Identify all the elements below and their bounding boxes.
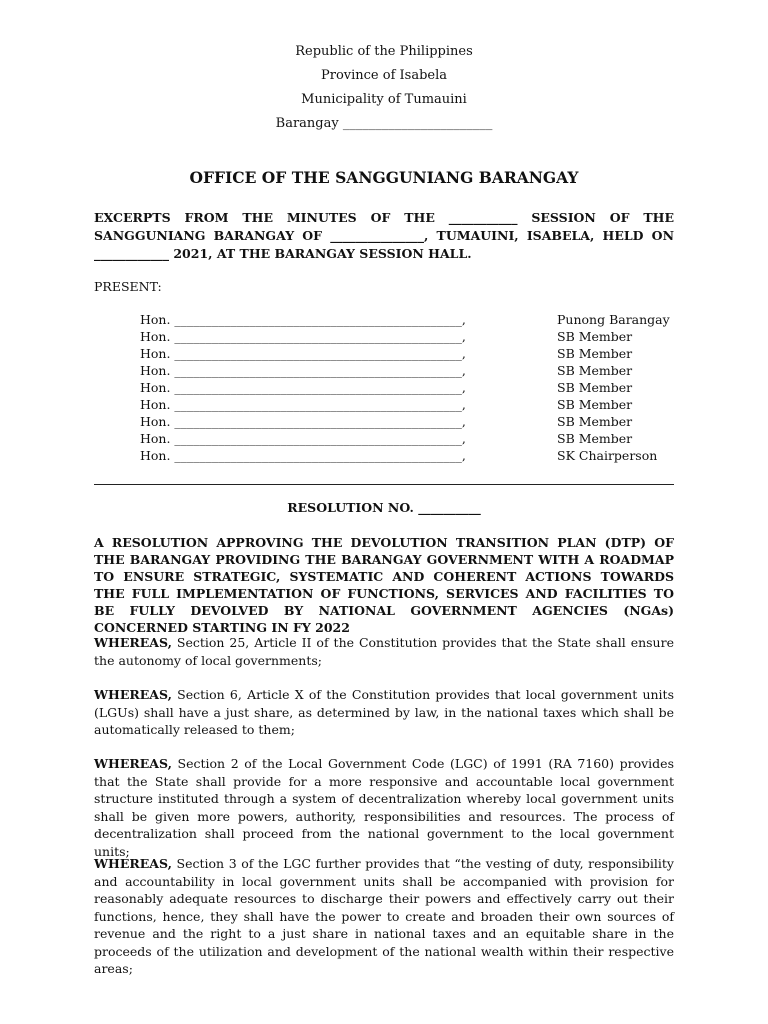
member-role: SB Member [557, 329, 633, 344]
member-name-blank: Hon. ______________________________________________, [140, 380, 466, 395]
section-divider [94, 484, 674, 485]
member-name-blank: Hon. ______________________________________________, [140, 312, 466, 327]
attendance-row [140, 345, 680, 362]
document-header [0, 40, 768, 136]
whereas-clause [94, 755, 674, 860]
member-role: SB Member [557, 431, 633, 446]
whereas-clause [94, 855, 674, 978]
resolution-title: A RESOLUTION APPROVING THE DEVOLUTION TRANSITION PLAN (DTP) OF THE BARANGAY PROVIDING THE BARANGAY GOVERNMENT WITH A ROADMAP TO ENSURE STRATEGIC, SYSTEMATIC AND COHERENT ACTIONS TOWARDS THE FULL IMPLEMENTATION OF FUNCTIONS, SERVICES AND FACILITIES TO BE FULLY DEVOLVED BY NATIONAL GOVERNMENT AGENCIES (NGAs) CONCERNED STARTING IN FY 2022 [94, 535, 674, 635]
whereas-text: Section 6, Article X of the Constitution provides that local government units (LGUs) shall have a just share, as determined by law, in the national taxes which shall be automatically released to them; [94, 687, 674, 737]
member-role: SB Member [557, 380, 633, 395]
attendance-row [140, 311, 680, 328]
resolution-number: RESOLUTION NO. __________ [287, 500, 481, 515]
member-role: SB Member [557, 346, 633, 361]
excerpt-paragraph: EXCERPTS FROM THE MINUTES OF THE ___________ SESSION OF THE SANGGUNIANG BARANGAY OF _______________, TUMAUINI, ISABELA, HELD ON ____________ 2021, AT THE BARANGAY SESSION HALL. [94, 210, 674, 261]
member-name-blank: Hon. ______________________________________________, [140, 363, 466, 378]
whereas-clause [94, 634, 674, 669]
attendance-list [140, 311, 680, 464]
whereas-keyword: WHEREAS, [94, 856, 172, 871]
attendance-row [140, 430, 680, 447]
attendance-row [140, 413, 680, 430]
whereas-clause [94, 686, 674, 739]
member-role: SB Member [557, 414, 633, 429]
member-name-blank: Hon. ______________________________________________, [140, 414, 466, 429]
member-name-blank: Hon. ______________________________________________, [140, 397, 466, 412]
member-role: SB Member [557, 363, 633, 378]
member-name-blank: Hon. ______________________________________________, [140, 329, 466, 344]
member-name-blank: Hon. ______________________________________________, [140, 431, 466, 446]
header-municipality: Municipality of Tumauini [301, 92, 467, 107]
header-barangay: Barangay _______________________ [275, 116, 493, 131]
member-role: SB Member [557, 397, 633, 412]
attendance-row [140, 447, 680, 464]
whereas-text: Section 25, Article II of the Constitution provides that the State shall ensure the autonomy of local governments; [94, 635, 674, 668]
member-role: SK Chairperson [557, 448, 658, 463]
whereas-text: Section 3 of the LGC further provides that “the vesting of duty, responsibility and accountability in local government units shall be accompanied with provision for reasonably adequate resources to discharge their powers and effectively carry out their functions, hence, they shall have the power to create and broaden their own sources of revenue and the right to a just share in national taxes and an equitable share in the proceeds of the utilization and development of the national wealth within their respective areas; [94, 856, 674, 976]
attendance-row [140, 379, 680, 396]
whereas-keyword: WHEREAS, [94, 687, 172, 702]
header-republic: Republic of the Philippines [295, 44, 473, 59]
attendance-row [140, 362, 680, 379]
member-name-blank: Hon. ______________________________________________, [140, 448, 466, 463]
header-province: Province of Isabela [320, 68, 448, 83]
whereas-text: Section 2 of the Local Government Code (LGC) of 1991 (RA 7160) provides that the State shall provide for a more responsive and accountable local government structure instituted through a system of decentralization whereby local government units shall be given more powers, authority, responsibilities and resources. The process of decentralization shall proceed from the national government to the local government units; [94, 756, 674, 859]
whereas-keyword: WHEREAS, [94, 635, 172, 650]
member-name-blank: Hon. ______________________________________________, [140, 346, 466, 361]
attendance-row [140, 328, 680, 345]
attendance-row [140, 396, 680, 413]
whereas-keyword: WHEREAS, [94, 756, 172, 771]
member-role: Punong Barangay [557, 312, 670, 327]
present-label: PRESENT: [94, 279, 162, 294]
office-title: OFFICE OF THE SANGGUNIANG BARANGAY [189, 168, 579, 187]
